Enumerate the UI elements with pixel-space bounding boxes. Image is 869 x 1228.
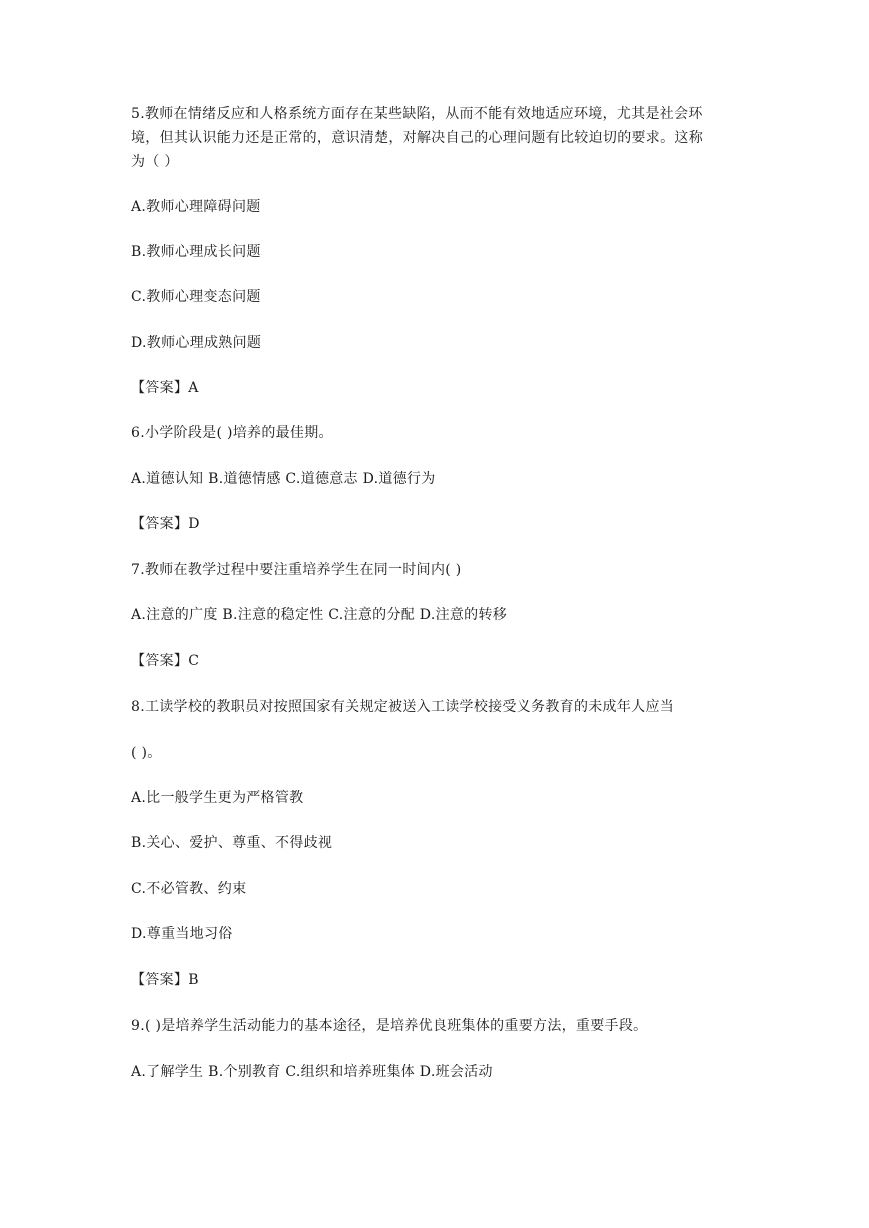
q8-option-d: D.尊重当地习俗 <box>131 926 233 942</box>
q5-option-c: C.教师心理变态问题 <box>131 289 261 305</box>
q5-stem-line-2: 境，但其认识能力还是正常的，意识清楚，对解决自己的心理问题有比较迫切的要求。这称 <box>131 130 703 146</box>
document-page <box>131 0 746 1228</box>
q9-stem: 9.( )是培养学生活动能力的基本途径，是培养优良班集体的重要方法，重要手段。 <box>131 1018 648 1034</box>
q6-options: A.道德认知 B.道德情感 C.道德意志 D.道德行为 <box>131 471 436 487</box>
q5-option-a: A.教师心理障碍问题 <box>131 199 261 215</box>
q8-option-c: C.不必管教、约束 <box>131 881 247 897</box>
q8-stem-line-2: ( )。 <box>131 745 162 761</box>
q8-stem-line-1: 8.工读学校的教职员对按照国家有关规定被送入工读学校接受义务教育的未成年人应当 <box>131 699 675 715</box>
q7-stem: 7.教师在教学过程中要注重培养学生在同一时间内( ) <box>131 562 462 578</box>
q5-option-b: B.教师心理成长问题 <box>131 244 261 260</box>
q6-answer: 【答案】D <box>131 516 200 532</box>
q6-stem: 6.小学阶段是( )培养的最佳期。 <box>131 425 333 441</box>
q8-answer: 【答案】B <box>131 972 199 988</box>
q7-answer: 【答案】C <box>131 653 200 669</box>
q5-stem-line-3: 为（ ） <box>131 154 179 170</box>
q5-answer: 【答案】A <box>131 380 199 396</box>
q5-stem-line-1: 5.教师在情绪反应和人格系统方面存在某些缺陷，从而不能有效地适应环境，尤其是社会环 <box>131 106 703 122</box>
q5-option-d: D.教师心理成熟问题 <box>131 335 262 351</box>
q7-options: A.注意的广度 B.注意的稳定性 C.注意的分配 D.注意的转移 <box>131 607 508 623</box>
q8-option-a: A.比一般学生更为严格管教 <box>131 790 304 806</box>
q8-option-b: B.关心、爱护、尊重、不得歧视 <box>131 835 333 851</box>
q9-options: A.了解学生 B.个别教育 C.组织和培养班集体 D.班会活动 <box>131 1064 493 1080</box>
